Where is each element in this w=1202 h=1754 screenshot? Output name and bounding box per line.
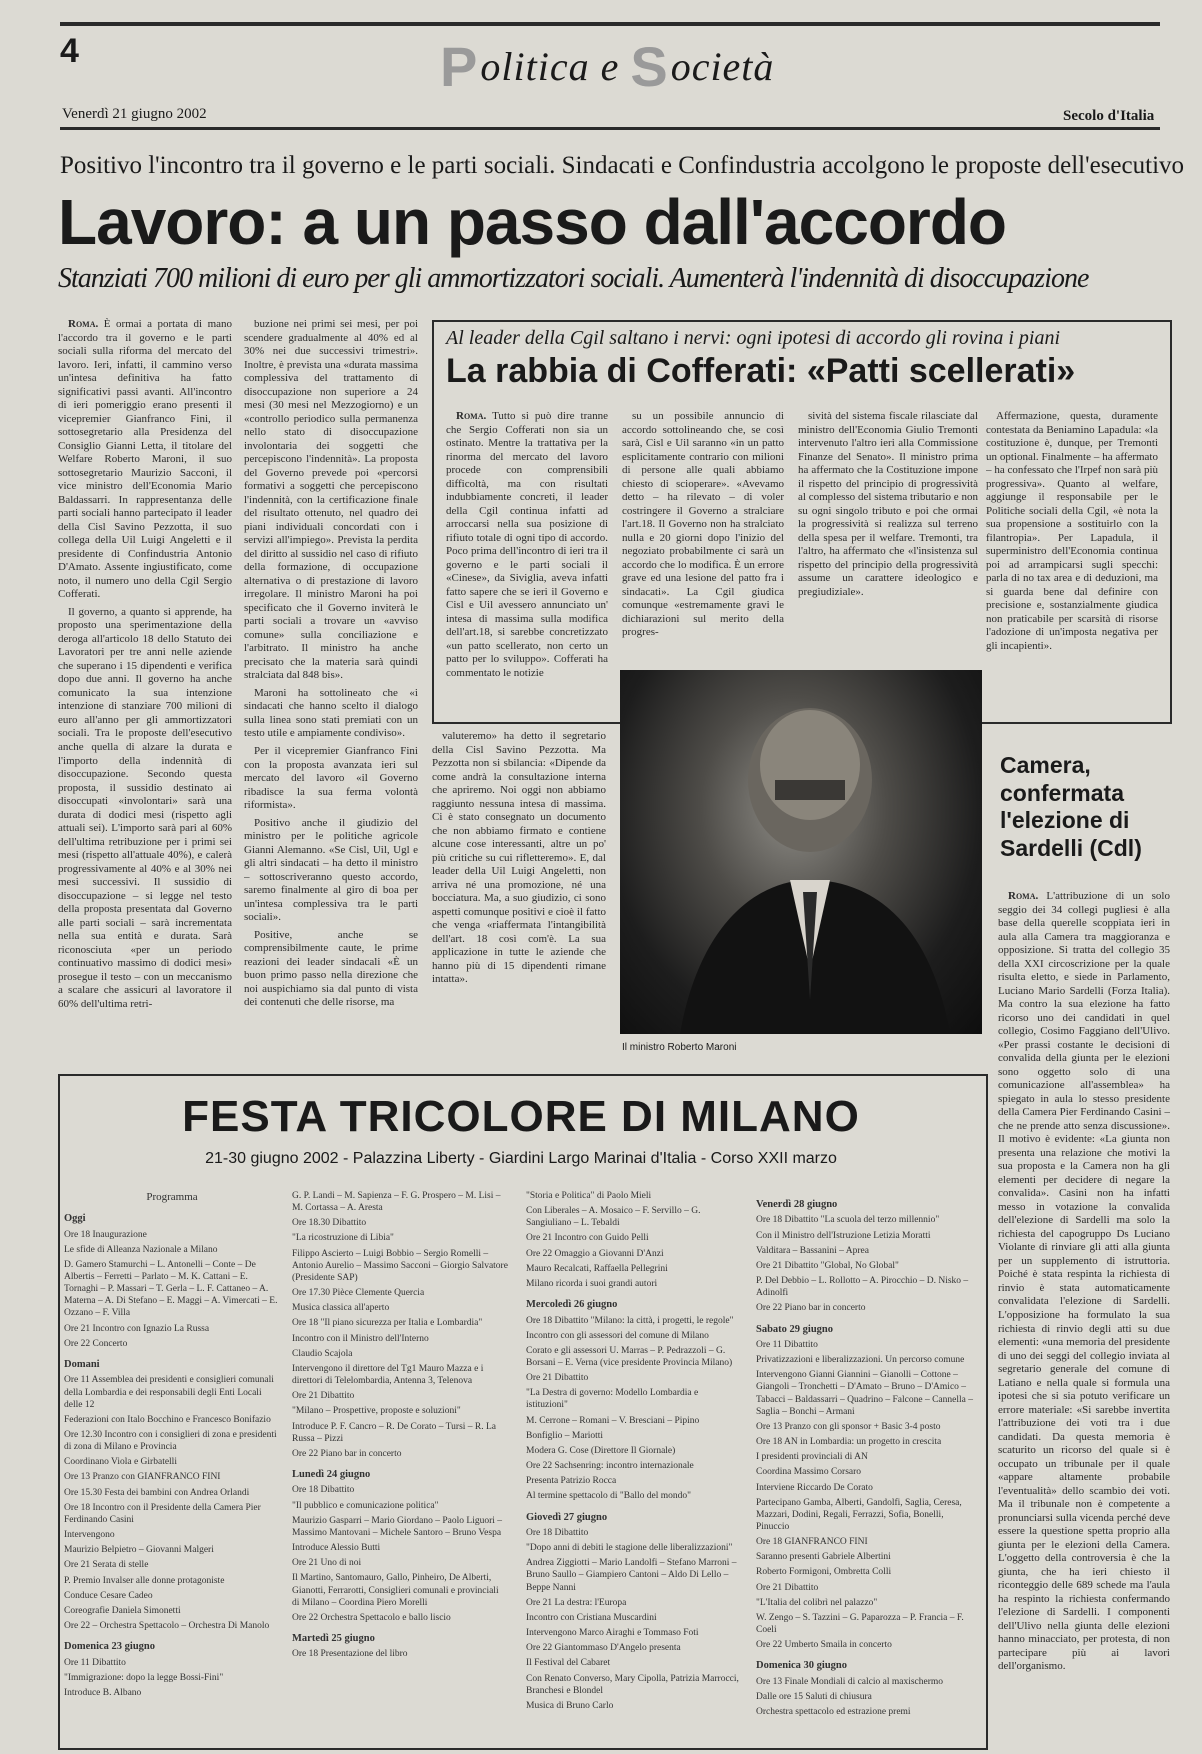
program-event: M. Cerrone – Romani – V. Bresciani – Pipino — [526, 1415, 700, 1426]
program-event: Coreografie Daniela Simonetti — [64, 1605, 181, 1616]
program-event: Ore 18 Inaugurazione — [64, 1229, 147, 1240]
program-event: Ore 22 Giantommaso D'Angelo presenta — [526, 1643, 681, 1654]
program-event: Roberto Formigoni, Ombretta Colli — [756, 1567, 892, 1578]
camera-body-text: L'attribuzione di un solo seggio dei 34 collegi pugliesi è alla base della querelle scoppiata ieri in aula alla Camera tra maggioranza e opposizione. Si tratta del collegio 35 della XXI circoscrizione per la quale risulta eletto, e siede in Parlamento, Luciano Mario Sardelli (Forza Italia). Ma contro la sua elezione ha fatto ricorso uno dei candidati in quel collegio, Cosimo Faggiano dell'Ulivo. «Per prassi costante le decisioni di convalida della giunta per le elezioni sono oggetto solo di una comunicazione all'assemblea» ha spiegato in aula lo stesso presidente della Camera Pier Ferdinando Casini – che ne prende atto senza discussione». Il motivo è evidente: «La giunta non presenta una relazione che motivi la sua proposta e la Camera non ha gli elementi per decidere di negare la convalida». Casini non ha infatti messo in votazione la convalida dell'elezione di Sardelli ma solo la richiesta del capogruppo Ds Luciano Violante di rinviare gli atti alla giunta per un supplemento di istruttoria. Poiché è stata respinta la richiesta di rinvio è stata automaticamente convalidata l'elezione di Sardelli. L'opposizione ha formulato la sua richiesta di rinvio degli atti su due elementi: «una memoria del presidente di uno dei seggi del collegio inviata al segretario generale del comune di Latiano e nella quale si formula una ipotesi che si sia potuto verificare un errore materiale: «Si sarebbe invertita l'attribuzione dei voti tra i due candidati. Da questa memoria è scaturito un ricorso del quale si è occupato un tribunale per il quale «appare altamente probabile l'eventualità» dello scambio dei voti. Ma il tribunale non è competente a pronunciarsi sulla vicenda perché deve essere la questione spetta proprio alla giunta per le elezioni della Camera. L'oggetto della controversia è che la giunta, che ha ieri chiesto il riconteggio delle 689 schede ma l'aula ha respinto la richiesta confermando l'elezione di Sardelli. I componenti dell'Ulivo nella giunta delle elezioni hanno minacciato, per protesta, di non partecipare più ai lavori dell'organismo. — [998, 890, 1170, 1673]
program-event: Intervengono il direttore del Tg1 Mauro Mazza e i direttori di Telelombardia, Antenna 3, Telenova — [292, 1363, 484, 1387]
program-event: Ore 18 Incontro con il Presidente della Camera Pier Ferdinando Casini — [64, 1502, 261, 1525]
program-event: P. Del Debbio – L. Rollotto – A. Pirocchio – D. Nisko – Adinolfi — [756, 1276, 969, 1299]
program-event: Claudio Scajola — [292, 1348, 353, 1359]
program-event: I presidenti provinciali di AN — [756, 1452, 868, 1463]
program-event: Ore 11 Dibattito — [64, 1657, 126, 1668]
program-event: Ore 22 – Orchestra Spettacolo – Orchestra Di Manolo — [64, 1621, 270, 1632]
program-event: Con Renato Converso, Mary Cipolla, Patrizia Marrocci, Branchesi e Blondel — [526, 1673, 739, 1696]
program-event: Partecipano Gamba, Alberti, Gandolfi, Saglia, Ceresa, Mazzari, Dodini, Regali, Ferrazzi, Sofia, Bonelli, Pinuccio — [756, 1497, 962, 1532]
program-event: Ore 17.30 Pièce Clemente Quercia — [292, 1288, 425, 1299]
program-event: Ore 22 Sachsenring: incontro internazionale — [526, 1461, 694, 1472]
program-event: Incontro con gli assessori del comune di Milano — [526, 1330, 709, 1341]
program-event: Conduce Cesare Cadeo — [64, 1590, 153, 1601]
program-event: Ore 21 Dibattito "Global, No Global" — [756, 1260, 899, 1271]
section-rest-1: olitica e — [480, 44, 631, 89]
program-event: "La ricostruzione di Libia" — [292, 1233, 394, 1244]
program-event: Mauro Recalcati, Raffaella Pellegrini — [526, 1263, 668, 1274]
program-event: Ore 13 Pranzo con gli sponsor + Basic 3-4 posto — [756, 1421, 941, 1432]
page-number: 4 — [60, 32, 79, 70]
program-event: Ore 13 Pranzo con GIANFRANCO FINI — [64, 1472, 221, 1483]
program-event: Bonfiglio – Mariotti — [526, 1430, 604, 1441]
festa-program-col2 — [292, 1190, 508, 1740]
program-event: "Milano – Prospettive, proposte e soluzioni" — [292, 1406, 461, 1417]
program-event: P. Premio Invalser alle donne protagoniste — [64, 1575, 225, 1586]
program-heading: Programma — [146, 1191, 198, 1203]
program-event: Ore 21 Serata di stelle — [64, 1560, 149, 1571]
program-event: Ore 22 Piano bar in concerto — [756, 1303, 866, 1314]
rabbia-col4-text: Affermazione, questa, duramente contestata da Beniamino Lapadula: «la costituzione è, dunque, per Tremonti un optional. Finalmente – ha affermato – ha confessato che l'Irpef non sarà più progressiva». Quanto al welfare, aggiunge il responsabile per le Politiche sociali della Cgil, «è nota la sua propensione a sostituirlo con la filantropia». Per Lapadula, il superministro dell'Economia continua poi ad arrampicarsi sugli specchi: parla di no tax area e di deduzioni, ma si guarda bene dal definire con precisione e, sostanzialmente giudica non praticabile per scarsità di risorse l'adozione di un'imposta negativa per gli incapienti». — [986, 410, 1158, 652]
program-event: Ore 22 Omaggio a Giovanni D'Anzi — [526, 1248, 664, 1259]
portrait-illustration — [620, 670, 982, 1034]
program-event: Il Festival del Cabaret — [526, 1658, 611, 1669]
main-col1-p2: Il governo, a quanto si apprende, ha proposto una sperimentazione della deroga all'articolo 18 dello Statuto dei Lavoratori per tre anni nelle aziende che superano i 15 dipendenti e verifica dopo due anni. Il governo ha anche comunicato la sua intenzione intenzione di stanziare 700 milioni di euro all'anno per gli ammortizzatori sociali. Tra le proposte dell'esecutivo anche quella di alzare la durata e l'importo della indennità di disoccupazione. Secondo questa proposta, il sussidio destinato ai disoccupati «involontari» sarà una durata di dodici mesi (rispetto agli attuali sei). L'importo sarà pari al 60% dell'ultima retribuzione per i primi sei mesi (rispetto all'attuale 40%), e calerà progressivamente al 40% e al 30% nei mesi successivi. Il sussidio di disoccupazione – si legge nel testo della proposta presentata dal Governo alle parti sociali – sarà incrementata nella sua entità e durata. Sarà riconosciuta «per un periodo continuativo massimo di dodici mesi» prosegue il testo – con un meccanismo a scalare che assicuri al lavoratore il 60% dell'ultima retri- — [58, 605, 232, 1010]
photo-caption: Il ministro Roberto Maroni — [622, 1042, 737, 1053]
program-event: "Dopo anni di debiti le stagione delle liberalizzazioni" — [526, 1543, 733, 1554]
section-rest-2: ocietà — [670, 44, 775, 89]
rabbia-col2-text: su un possibile annuncio di accordo sottolineando che, se così sarà, Cisl e Uil saranno «in un patto esplicitamente contrario con milioni di persone alle quali abbiamo chiesto di scioperare». «Avevamo detto – ha rilevato – di voler costringere il Governo a stralciare l'art.18. Il Governo non ha stralciato nulla e 20 giorni dopo l'inizio del negoziato probabilmente ci sarà un accordo che lo modifica. È un errore grave ed una lesione del patto fra i sindacati». La Cgil giudica comunque «estremamente gravi le dichiarazioni sul merito della progres- — [622, 410, 784, 639]
program-event: Con Liberales – A. Mosaico – F. Servillo – G. Sangiuliano – L. Tebaldi — [526, 1206, 701, 1229]
program-event: Ore 18 Dibattito "La scuola del terzo millennio" — [756, 1215, 940, 1226]
rabbia-col1 — [446, 410, 608, 710]
program-event: Musica di Bruno Carlo — [526, 1700, 614, 1711]
program-event: "Immigrazione: dopo la legge Bossi-Fini" — [64, 1672, 224, 1683]
program-event: Ore 18 "Il piano sicurezza per Italia e Lombardia" — [292, 1318, 483, 1329]
festa-program-col4 — [756, 1190, 976, 1740]
program-event: W. Zengo – S. Tazzini – G. Paparozza – P. Francia – F. Coeli — [756, 1612, 964, 1636]
program-event: Le sfide di Alleanza Nazionale a Milano — [64, 1244, 218, 1255]
program-event: "La Destra di governo: Modello Lombardia e istituzioni" — [526, 1388, 699, 1411]
main-col2-p2: Maroni ha sottolineato che «i sindacati che hanno scelto il dialogo sulla linea sono stati premiati con un testo utile e ampiamente condiviso». — [244, 686, 418, 740]
program-event: Ore 18 Dibattito "Milano: la città, i progetti, le regole" — [526, 1315, 734, 1326]
program-event: Al termine spettacolo di "Ballo del mondo" — [526, 1491, 692, 1502]
program-event: Milano ricorda i suoi grandi autori — [526, 1278, 658, 1289]
main-article-col2 — [244, 318, 418, 1018]
program-event: Intervengono — [64, 1530, 115, 1541]
main-article-col1 — [58, 318, 232, 1018]
program-event: Ore 12.30 Incontro con i consiglieri di zona e presidenti di zona di Milano e Provincia — [64, 1429, 277, 1453]
program-event: "Il pubblico e comunicazione politica" — [292, 1500, 439, 1511]
program-event: Ore 18 Dibattito — [526, 1528, 589, 1538]
program-event: "L'Italia del colibrì nel palazzo" — [756, 1597, 878, 1608]
camera-title: Camera, confermata l'elezione di Sardelli (Cdl) — [1000, 752, 1142, 861]
main-col2-p4: Positivo anche il giudizio del ministro per le politiche agricole Gianni Alemanno. «Se Cisl, Uil, Ugl e gli altri sindacati – ha detto il ministro – sottoscriveranno questo accordo, saremo finalmente al giro di boa per un'intesa complessiva tra le parti sociali». — [244, 816, 418, 924]
program-event: Coordina Massimo Corsaro — [756, 1467, 862, 1478]
program-event: Con il Ministro dell'Istruzione Letizia Moratti — [756, 1230, 931, 1241]
program-day: Domenica 30 giugno — [756, 1660, 848, 1672]
section-initial-2: S — [630, 35, 669, 98]
photo-roberto-maroni — [620, 670, 982, 1034]
program-event: Ore 18 Presentazione del libro — [292, 1649, 408, 1660]
program-event: Orchestra spettacolo ed estrazione premi — [756, 1707, 911, 1718]
program-event: Interviene Riccardo De Corato — [756, 1482, 873, 1493]
main-col3-text: valuteremo» ha detto il segretario della Cisl Savino Pezzotta. Ma Pezzotta non si sbilancia: «Dipende da come andrà la consultazione interna che apriremo. Noi oggi non abbiamo raggiunto nessuna intesa di massima. Ci è stato consegnato un documento che non abbiamo firmato e contiene alcune cose interessanti, altre un po' più critiche su cui rifletteremo». E, dal leader della Uil Luigi Angeletti, non arriva né una promozione, né una bocciatura. Ma, a suo giudizio, ci sono aspetti comunque positivi e cioè il fatto che venga «riaffermata l'intangibilità dell'art. 18 così com'è. La sua applicazione in tutte le aziende che hanno più di 15 dipendenti rimane intatta». — [432, 730, 606, 986]
program-day: Sabato 29 giugno — [756, 1323, 834, 1335]
program-day: Giovedì 27 giugno — [526, 1511, 608, 1523]
program-day: Domenica 23 giugno — [64, 1641, 156, 1653]
program-event: Coordinano Viola e Girbatelli — [64, 1457, 177, 1468]
program-event: Ore 18 AN in Lombardia: un progetto in crescita — [756, 1437, 942, 1448]
program-event: Saranno presenti Gabriele Albertini — [756, 1552, 891, 1563]
program-event: Il Martino, Santomauro, Gallo, Pinheiro, De Alberti, Gianotti, Ferrarotti, Consiglieri comunali e provinciali di Milano – Coordina Piero Morelli — [292, 1573, 499, 1608]
program-event: Ore 22 Concerto — [64, 1338, 128, 1349]
program-event: Privatizzazioni e liberalizzazioni. Un percorso comune — [756, 1355, 965, 1366]
program-event: D. Gamero Stamurchi – L. Antonelli – Conte – De Albertis – Ferretti – Parlato – M. K. Cattani – E. Tornaghi – P. Massari – T. Gerla – L. F. Cattaneo – A. Materna – A. Di Stefano – E. Maggi – A. Vimercati – E. Ozzano – F. Villa — [64, 1259, 278, 1319]
program-event: Maurizio Belpietro – Giovanni Malgeri — [64, 1545, 214, 1556]
main-col2-p1: buzione nei primi sei mesi, per poi scendere gradualmente al 40% ed al 30% nei due successivi trimestri». Inoltre, è prevista una «durata massima complessiva del trattamento di disoccupazione non superiore a 24 mesi (30 mesi nel Mezzogiorno) e un «controllo periodico sulla permanenza nello stato di disoccupazione involontaria dei soggetti che percepiscono l'indennità». La proposta del Governo prevede poi «percorsi formativi a soggetti che percepiscono l'indennità, con la certificazione finale del risultato ottenuto, nel quadro dei piani individuali concordati con i servizi all'impiego». Prevista la perdita del diritto al sussidio nel caso di rifiuto della formazione, di occupazione alternativa o di prestazione di lavoro irregolare. Il ministro Maroni ha poi specificato che il Governo inviterà le parti sociali a trovare un «avviso comune» sulla conciliazione e l'arbitrato. Il ministro ha anche precisato che la materia sarà quindi stralciata dal 848 bis». — [244, 318, 418, 682]
program-day: Lunedì 24 giugno — [292, 1468, 371, 1480]
section-title — [440, 34, 774, 99]
program-event: Ore 21 Uno di noi — [292, 1558, 362, 1569]
program-event: Valditara – Bassanini – Aprea — [756, 1245, 869, 1256]
rabbia-kicker: Al leader della Cgil saltano i nervi: ogni ipotesi di accordo gli rovina i piani — [446, 327, 1061, 349]
festa-subtitle: 21-30 giugno 2002 - Palazzina Liberty - Giardini Largo Marinai d'Italia - Corso XXII marzo — [205, 1150, 837, 1167]
program-event: Ore 11 Dibattito — [756, 1339, 818, 1350]
program-event: Ore 18 GIANFRANCO FINI — [756, 1537, 868, 1548]
program-event: Ore 11 Assemblea dei presidenti e consiglieri comunali della Lombardia e dei responsabili degli Enti Locali delle 12 — [64, 1375, 274, 1410]
dateline: Roma. — [68, 318, 99, 330]
program-event: G. P. Landi – M. Sapienza – F. G. Prospero – M. Lisi – M. Cortassa – A. Aresta — [292, 1191, 501, 1214]
festa-title: FESTA TRICOLORE DI MILANO — [182, 1092, 860, 1141]
main-col2-p5: Positive, anche se comprensibilmente caute, le prime reazioni dei leader sindacali «È un buon primo passo nella direzione che noi auspichiamo sia dal punto di vista dei contenuti che delle risorse, ma — [244, 928, 418, 1009]
program-event: Ore 21 Incontro con Ignazio La Russa — [64, 1323, 210, 1334]
program-day: Venerdì 28 giugno — [756, 1199, 838, 1210]
program-event: "Storia e Politica" di Paolo Mieli — [526, 1191, 652, 1201]
program-day: Oggi — [64, 1213, 86, 1225]
program-event: Intervengono Marco Airaghi e Tommaso Foti — [526, 1628, 699, 1639]
festa-program-col1 — [64, 1190, 280, 1740]
rabbia-dateline: Roma. — [456, 410, 487, 422]
program-event: Incontro con il Ministro dell'Interno — [292, 1333, 429, 1344]
main-article-col3 — [432, 730, 606, 1018]
rabbia-title: La rabbia di Cofferati: «Patti scellerati» — [446, 352, 1076, 390]
program-event: Introduce B. Albano — [64, 1687, 142, 1698]
program-event: Maurizio Gasparri – Mario Giordano – Paolo Liguori – Massimo Mantovani – Michele Santoro – Bruno Vespa — [292, 1515, 503, 1538]
program-event: Introduce P. F. Cancro – R. De Corato – Tursi – R. La Russa – Pizzi — [292, 1421, 497, 1444]
program-event: Musica classica all'aperto — [292, 1303, 390, 1314]
program-event: Dalle ore 15 Saluti di chiusura — [756, 1692, 872, 1702]
program-event: Ore 21 Incontro con Guido Pelli — [526, 1233, 649, 1244]
rabbia-col4 — [986, 410, 1158, 710]
article-kicker: Positivo l'incontro tra il governo e le parti sociali. Sindacati e Confindustria accolgono le proposte dell'esecutivo — [60, 152, 1185, 179]
article-headline: Lavoro: a un passo dall'accordo — [58, 186, 1006, 258]
program-event: Modera G. Cose (Direttore Il Giornale) — [526, 1445, 676, 1456]
header-rule — [60, 127, 1160, 130]
rabbia-col3 — [798, 410, 978, 660]
program-event: Intervengono Gianni Giannini – Gianolli – Cottone – Giangoli – Tronchetti – D'Amato – Bruno – D'Amico – Tabacci – Baldassarri – Quadrino – Falcone – Cannella – Saglia – Bonchi – Armani — [756, 1370, 973, 1417]
camera-dateline: Roma. — [1008, 890, 1039, 902]
program-event: Ore 18 Dibattito — [292, 1485, 355, 1496]
program-event: Incontro con Cristiana Muscardini — [526, 1612, 657, 1623]
issue-date: Venerdì 21 giugno 2002 — [62, 106, 207, 122]
program-day: Mercoledì 26 giugno — [526, 1299, 618, 1311]
program-event: Filippo Ascierto – Luigi Bobbio – Sergio Romelli – Antonio Aurelio – Massimo Sacconi – Giorgio Salvatore (Presidente SAP) — [292, 1248, 508, 1283]
program-day: Domani — [64, 1358, 100, 1370]
program-event: Ore 21 Dibattito — [292, 1391, 355, 1402]
rabbia-col1-text: Tutto si può dire tranne che Sergio Cofferati non sia un ostinato. Mentre la trattativa per la rinorma del mercato del lavoro procede con comprensibili difficoltà, ma con risultati indubbiamente concreti, il leader della Cgil continua infatti ad arroccarsi nella sua posizione di rifiuto totale di ogni tipo di accordo. Poco prima dell'incontro di ieri tra il governo e le parti sociali il «Cinese», da Siviglia, aveva infatti fatto sapere che se ieri il Governo e Cisl e Uil avessero annunciato un' intesa di massima sulla modifica dell'art.18, si sarebbe concretizzato «un patto scellerato, non certo un patto per lo sviluppo». Cofferati ha commentato le notizie — [446, 410, 608, 679]
program-event: Ore 22 Piano bar in concerto — [292, 1448, 402, 1459]
program-event: Ore 21 Dibattito — [756, 1582, 819, 1593]
program-event: Ore 13 Finale Mondiali di calcio al maxischermo — [756, 1676, 944, 1687]
program-event: Corato e gli assessori U. Marras – P. Pedrazzoli – G. Borsani – E. Verna (vice presidente Provincia Milano) — [526, 1345, 733, 1368]
rabbia-col3-text: sività del sistema fiscale rilasciate dal ministro dell'Economia Giulio Tremonti intervenuto l'altro ieri alla Commissione Finanze del Senato». Il ministro prima ha affermato che la Costituzione impone il rispetto del principio di progressività al complesso del sistema tributario e non su ogni singolo tributo e poi che ormai la progressività si realizza sul terreno della spesa per il welfare. Tremonti, tra l'altro, ha affermato che «l'insistenza sul rispetto del principio della progressività assume un carattere ideologico e pregiudiziale». — [798, 410, 978, 598]
section-initial-1: P — [440, 35, 479, 98]
newspaper-name: Secolo d'Italia — [1063, 108, 1155, 124]
program-event: Ore 22 Orchestra Spettacolo e ballo liscio — [292, 1612, 451, 1623]
program-event: Ore 22 Umberto Smaila in concerto — [756, 1640, 892, 1651]
main-col1-p1: È ormai a portata di mano l'accordo tra il governo e le parti sociali sulla riforma del mercato del lavoro. Ieri, infatti, il cammino verso un'intesa definitiva ha fatto significativi passi avanti. All'incontro di ieri pomeriggio erano presenti il vicepremier Gianfranco Fini, il sottosegretario alla Presidenza del Consiglio Gianni Letta, il titolare del Welfare Roberto Maroni, il suo sottosegretario Maurizio Sacconi, il vice ministro dell'Economia Mario Baldassarri. In rappresentanza delle parti sociali hanno partecipato il leader della Cisl Savino Pezzotta, il suo collega della Uil Luigi Angeletti e il presidente di Confindustria Antonio D'Amato. Assente ingiustificato, come noto, il numero uno della Cgil Sergio Cofferati. — [58, 318, 232, 601]
program-event: Federazioni con Italo Bocchino e Francesco Bonifazio — [64, 1414, 271, 1425]
program-event: Presenta Patrizio Rocca — [526, 1476, 617, 1487]
program-event: Andrea Ziggiotti – Mario Landolfi – Stefano Marroni – Bruno Saullo – Giampiero Cantoni – Aldo Di Lello – Beppe Nanni — [526, 1558, 737, 1593]
program-event: Ore 15.30 Festa dei bambini con Andrea Orlandi — [64, 1487, 250, 1498]
camera-article-body — [998, 890, 1170, 1745]
top-rule — [60, 22, 1160, 26]
program-event: Ore 21 La destra: l'Europa — [526, 1597, 627, 1608]
article-subhead: Stanziati 700 milioni di euro per gli ammortizzatori sociali. Aumenterà l'indennità di disoccupazione — [58, 263, 1089, 294]
festa-program-col3 — [526, 1190, 742, 1740]
program-day: Martedì 25 giugno — [292, 1632, 375, 1644]
main-col2-p3: Per il vicepremier Gianfranco Fini con la proposta avanzata ieri sul mercato del lavoro «il Governo ribadisce la sua ferma volontà riformista». — [244, 744, 418, 812]
rabbia-col2 — [622, 410, 784, 660]
program-event: Introduce Alessio Butti — [292, 1543, 381, 1554]
program-event: Ore 21 Dibattito — [526, 1373, 589, 1384]
program-event: Ore 18.30 Dibattito — [292, 1218, 367, 1229]
